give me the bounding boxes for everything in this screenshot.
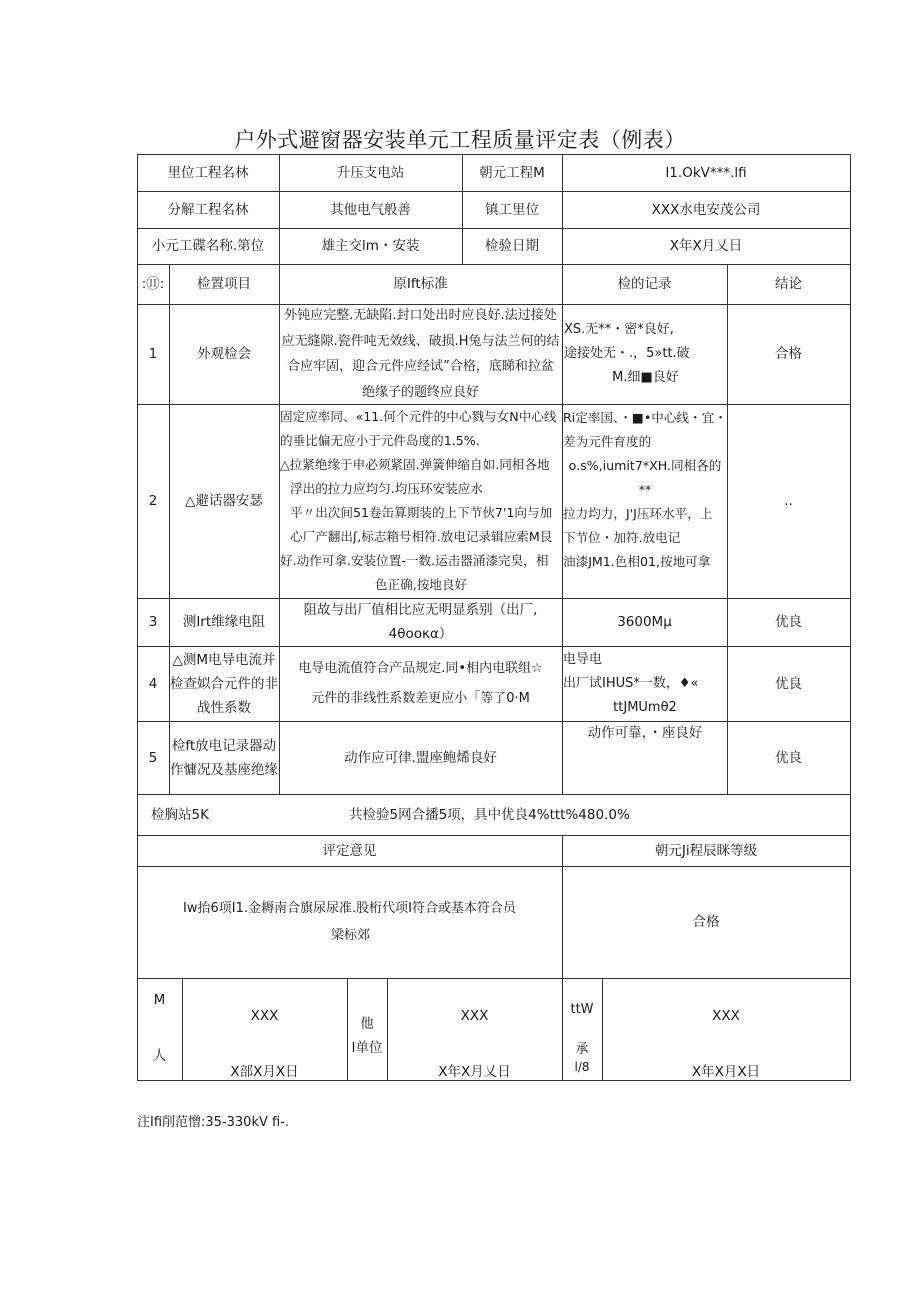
signature-3-name: XXX bbox=[712, 1008, 740, 1024]
row-2-item: △避话器安瑟 bbox=[185, 493, 263, 509]
opinion-label: 评定意见 bbox=[322, 842, 377, 859]
construction-unit-label: 镇工里位 bbox=[485, 201, 539, 218]
row-3-item: 测Irt维缘电阻 bbox=[182, 614, 266, 630]
col-result-header: 结论 bbox=[775, 276, 802, 292]
opinion-text: Iw抬6项I1.金耨南合旗尿尿准.股桁代项I符合或基本符合员 梁标郊 bbox=[183, 901, 516, 943]
summary-label: 检胸站5K bbox=[151, 806, 209, 823]
row-4-standard: 电导电流值符合产品规定.同•相内电联组☆ 元件的非线性系数差更应小「等了0·M bbox=[298, 660, 543, 706]
row-2-standard: 固定应率同、«11.何个元件的中心戮与女N中心线 的垂比偏无应小于元件岛度的1.5%. △拉紧绝缘于申必须紧固.弹簧伸缩自如.同相各地 浮出的拉力应均匀.均压环安装应水 平〃出次间51卷缶算期装的上下节伙7'1向与加 心厂产翻出ʃ,标志箱号相符.放电记录辑应索M艮 好.动作可拿.安装位置-一数.运击器涌漆完㚖，相 色正确,按地良好 bbox=[280, 409, 557, 592]
sub-project-label: 分解工程名林 bbox=[167, 201, 249, 218]
construction-unit-value: XXX水电安茂公司 bbox=[651, 201, 761, 218]
row-3-result: 优良 bbox=[775, 614, 802, 630]
element-project-label: 朝元工程M bbox=[479, 164, 545, 181]
unit-name-label: 小元工碟名称.第位 bbox=[151, 238, 265, 254]
row-1-record: XS.无**・密*良好, 途接处无・.，5»tt.破 M.细■良好 bbox=[564, 322, 690, 385]
row-1-item: 外观检会 bbox=[197, 346, 251, 362]
grade-label: 朝元Ji程辰眯等级 bbox=[654, 842, 758, 859]
col-record-header: 检的记录 bbox=[617, 276, 672, 292]
row-5-result: 优良 bbox=[775, 749, 802, 766]
row-5-item: 检ft放电记录器动 作慵况及基座绝缘 bbox=[170, 737, 278, 778]
row-5-standard: 动作应可律.盟座鲍烯良好 bbox=[344, 749, 497, 766]
row-4-item: △测M电导电流并 检查姒合元件的非 战性系数 bbox=[170, 651, 278, 716]
col-standard-header: 原Ift标准 bbox=[393, 276, 448, 292]
row-5-no: 5 bbox=[148, 749, 158, 766]
signature-3-role: ttW 承 l/8 bbox=[570, 1002, 594, 1074]
col-item-header: 检置项目 bbox=[197, 276, 251, 292]
col-no-header: :⑪: bbox=[141, 276, 165, 292]
sub-project-value: 其他电气般善 bbox=[330, 201, 411, 218]
row-3-no: 3 bbox=[148, 614, 158, 630]
summary-text: 共检验5网合播5项，具中优良4%ttt%480.0% bbox=[349, 806, 630, 823]
row-3-record: 3600Mμ bbox=[617, 614, 672, 630]
signature-3-date: X年X月X日 bbox=[691, 1064, 761, 1080]
unit-name-value: 雄主交lm・安装 bbox=[321, 238, 420, 254]
unit-project-label: 里位工程名林 bbox=[167, 164, 249, 181]
unit-project-value: 升压支电站 bbox=[336, 164, 405, 181]
row-1-no: 1 bbox=[148, 346, 158, 362]
signature-1-name: XXX bbox=[250, 1008, 279, 1024]
inspection-date-value: X年X月乂日 bbox=[669, 238, 743, 254]
inspection-date-label: 检验日期 bbox=[485, 238, 539, 254]
row-4-result: 优良 bbox=[775, 675, 802, 692]
row-5-record: 动作可靠，・座良好 bbox=[587, 725, 703, 741]
signature-1-date: X部X月X日 bbox=[230, 1064, 299, 1080]
signature-2-name: XXX bbox=[460, 1008, 489, 1024]
row-2-record: Ri定率国、・■•中心线・宜・ 差为元件育度的 o.s%,iumit7*XH.同相各的** 拉力均力，J'J压环水平，上 下节位・加符.放电记 油漆JM1.色相01,按地可拿 bbox=[563, 410, 727, 569]
footnote: 注Ifi削范憎:35-330kV fi-. bbox=[137, 1115, 290, 1130]
row-4-record: 电导电 出厂试IHUS*一数，♦« ttJMUmθ2 bbox=[563, 651, 699, 715]
row-3-standard: 阻故与出厂值相比应无明显系别（出厂, 4θooκα） bbox=[303, 602, 538, 642]
grade-value: 合格 bbox=[692, 914, 720, 930]
signature-1-role: M 人 bbox=[152, 992, 167, 1064]
signature-2-date: X年X月乂日 bbox=[438, 1064, 511, 1080]
row-1-standard: 外钝应完整.无缺陷.封口处出时应良好.法过接处 应无缝隙.瓷件吨无效线、破损.H兔与法兰何的结 合应牢固，迎合元件应经试”合格，底睇和拉盆 绝缘子的题终应良好 bbox=[281, 308, 560, 400]
element-project-value: I1.OkV***.lfi bbox=[665, 164, 747, 181]
row-1-result: 合格 bbox=[775, 346, 802, 362]
signature-2-role: 他 I单位 bbox=[351, 1016, 383, 1056]
page-title: 户外式避窗器安装单元工程质量评定表（例表） bbox=[234, 128, 686, 152]
row-4-no: 4 bbox=[148, 675, 158, 692]
row-2-result: .. bbox=[784, 493, 793, 509]
row-2-no: 2 bbox=[148, 493, 158, 509]
